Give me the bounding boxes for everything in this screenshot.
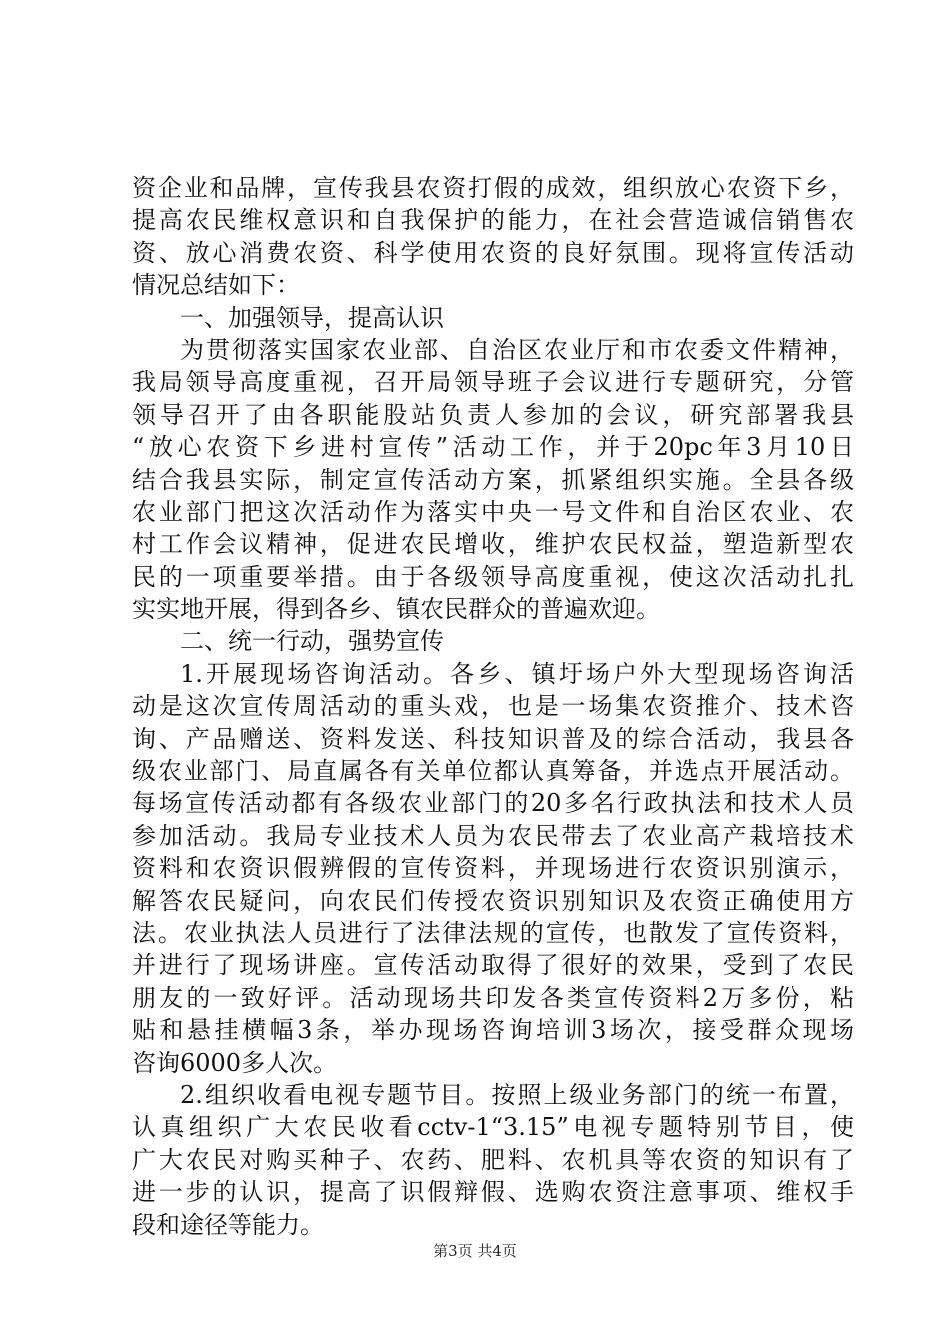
text-line: 实实地开展，得到各乡、镇农民群众的普遍欢迎。 bbox=[132, 595, 660, 624]
text-line: 法。农业执法人员进行了法律法规的宣传，也散发了宣传资料， bbox=[132, 918, 854, 947]
text-line: 朋友的一致好评。活动现场共印发各类宣传资料2万多份，粘 bbox=[132, 983, 854, 1012]
section-heading: 一、加强领导，提高认识 bbox=[180, 303, 444, 332]
document-body bbox=[132, 172, 854, 1241]
text-line: 2.组织收看电视专题节目。按照上级业务部门的统一布置， bbox=[180, 1080, 854, 1109]
text-line: 我局领导高度重视，召开局领导班子会议进行专题研究，分管 bbox=[132, 368, 854, 397]
text-line: 领导召开了由各职能股站负责人参加的会议，研究部署我县 bbox=[132, 400, 854, 429]
text-line: 解答农民疑问，向农民们传授农资识别知识及农资正确使用方 bbox=[132, 886, 854, 915]
text-line: 咨询6000多人次。 bbox=[132, 1048, 338, 1077]
text-line: 询、产品赠送、资料发送、科技知识普及的综合活动，我县各 bbox=[132, 724, 854, 753]
text-line: 动是这次宣传周活动的重头戏，也是一场集农资推介、技术咨 bbox=[132, 692, 854, 721]
text-line: 民的一项重要举措。由于各级领导高度重视，使这次活动扎扎 bbox=[132, 562, 854, 591]
text-line: 资料和农资识假辨假的宣传资料，并现场进行农资识别演示， bbox=[132, 854, 854, 883]
text-line: 资、放心消费农资、科学使用农资的良好氛围。现将宣传活动 bbox=[132, 238, 854, 267]
text-line: 并进行了现场讲座。宣传活动取得了很好的效果，受到了农民 bbox=[132, 951, 854, 980]
text-line: 情况总结如下： bbox=[132, 271, 300, 300]
text-line: 级农业部门、局直属各有关单位都认真筹备，并选点开展活动。 bbox=[132, 757, 854, 786]
text-line: 提高农民维权意识和自我保护的能力，在社会营造诚信销售农 bbox=[132, 206, 854, 235]
text-line: 资企业和品牌，宣传我县农资打假的成效，组织放心农资下乡， bbox=[132, 174, 854, 202]
text-line: 村工作会议精神，促进农民增收，维护农民权益，塑造新型农 bbox=[132, 530, 854, 559]
page-footer: 第3页 共4页 bbox=[433, 1242, 517, 1260]
text-line: 每场宣传活动都有各级农业部门的20多名行政执法和技术人员 bbox=[132, 789, 854, 818]
text-line: 农业部门把这次活动作为落实中央一号文件和自治区农业、农 bbox=[132, 497, 854, 526]
text-line: 结合我县实际，制定宣传活动方案，抓紧组织实施。全县各级 bbox=[132, 465, 854, 494]
text-line: 段和途径等能力。 bbox=[132, 1210, 324, 1239]
section-heading: 二、统一行动，强势宣传 bbox=[180, 627, 444, 656]
text-line: 参加活动。我局专业技术人员为农民带去了农业高产栽培技术 bbox=[132, 821, 854, 850]
text-line: 广大农民对购买种子、农药、肥料、农机具等农资的知识有了 bbox=[132, 1145, 854, 1174]
text-line: 进一步的认识，提高了识假辩假、选购农资注意事项、维权手 bbox=[132, 1178, 854, 1207]
text-line: 贴和悬挂横幅3条，举办现场咨询培训3场次，接受群众现场 bbox=[132, 1016, 854, 1045]
text-line: “放心农资下乡进村宣传”活动工作，并于20pc年3月10日 bbox=[132, 433, 854, 462]
text-line: 认真组织广大农民收看cctv-1“3.15”电视专题特别节目，使 bbox=[132, 1113, 854, 1142]
text-line: 为贯彻落实国家农业部、自治区农业厅和市农委文件精神， bbox=[180, 335, 854, 364]
text-line: 1.开展现场咨询活动。各乡、镇圩场户外大型现场咨询活 bbox=[180, 659, 854, 688]
